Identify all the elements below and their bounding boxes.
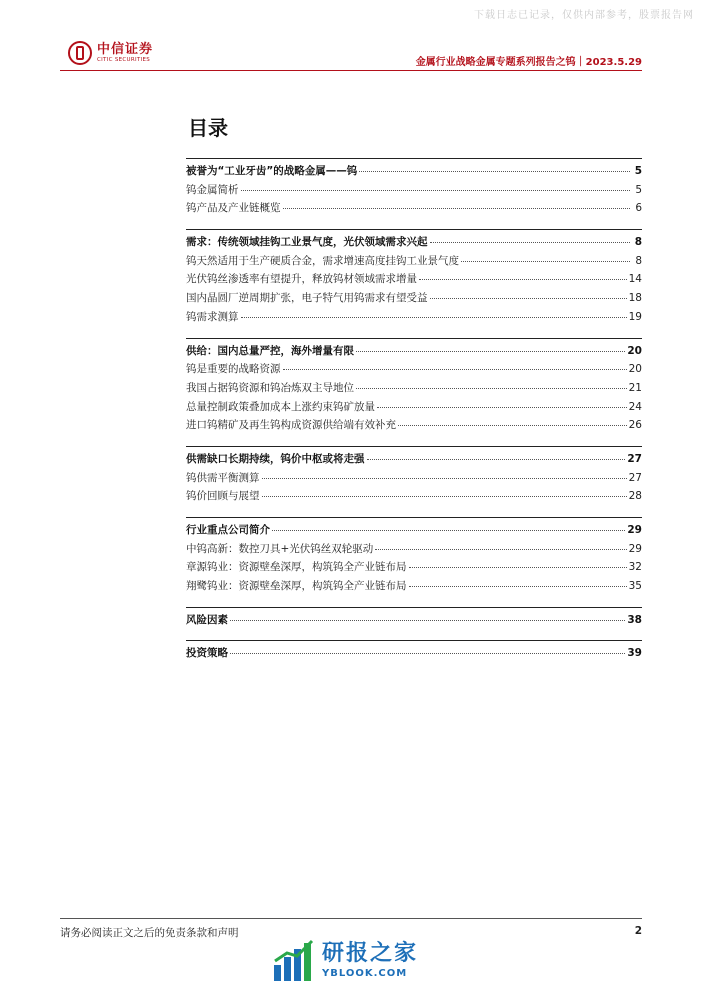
toc-leader-dots bbox=[375, 549, 626, 550]
toc-section bbox=[186, 446, 642, 507]
toc-entry-page: 39 bbox=[627, 647, 642, 660]
toc-entry-page: 28 bbox=[628, 490, 642, 503]
toc-entry-page: 24 bbox=[628, 400, 642, 413]
toc-entry-title: 钨价回顾与展望 bbox=[186, 490, 260, 503]
brand-en-text: YBLOOK.COM bbox=[322, 968, 408, 979]
toc-entry-title: 钨产品及产业链概览 bbox=[186, 202, 281, 215]
toc-entry-page: 29 bbox=[627, 524, 642, 536]
toc-leader-dots bbox=[230, 653, 625, 654]
toc-entry[interactable] bbox=[186, 399, 642, 418]
toc-entry-page: 26 bbox=[628, 419, 642, 432]
toc-leader-dots bbox=[283, 369, 627, 370]
brand-cn-text: 研报之家 bbox=[322, 941, 419, 966]
toc-entry-title: 进口钨精矿及再生钨构成资源供给端有效补充 bbox=[186, 419, 396, 432]
citic-logo-icon bbox=[68, 41, 92, 65]
toc-entry[interactable] bbox=[186, 253, 642, 272]
toc-entry-title: 翔鹭钨业：资源壁垒深厚，构筑钨全产业链布局 bbox=[186, 580, 407, 593]
toc-entry-title: 供给：国内总量严控，海外增量有限 bbox=[186, 344, 354, 357]
toc-section bbox=[186, 517, 642, 597]
toc-entry-title: 投资策略 bbox=[186, 647, 228, 660]
toc-entry-page: 8 bbox=[634, 236, 642, 249]
toc-leader-dots bbox=[356, 388, 627, 389]
toc-entry-title: 钨需求测算 bbox=[186, 310, 239, 323]
toc-leader-dots bbox=[461, 261, 630, 262]
toc-leader-dots bbox=[398, 425, 627, 426]
toc-entry-title: 行业重点公司简介 bbox=[186, 524, 270, 536]
toc-entry-title: 需求：传统领域挂钩工业景气度，光伏领域需求兴起 bbox=[186, 236, 428, 249]
toc-entry-page: 27 bbox=[628, 471, 642, 484]
toc-entry-title: 供需缺口长期持续，钨价中枢或将走强 bbox=[186, 452, 365, 465]
toc-section-heading[interactable] bbox=[186, 451, 642, 470]
toc-entry-page: 20 bbox=[628, 363, 642, 376]
toc-entry-page: 8 bbox=[635, 254, 642, 267]
toc-entry-title: 总量控制政策叠加成本上涨约束钨矿放量 bbox=[186, 400, 375, 413]
toc-entry-page: 5 bbox=[635, 183, 642, 196]
toc-entry-page: 38 bbox=[627, 613, 642, 626]
toc-entry[interactable] bbox=[186, 541, 642, 560]
toc-section bbox=[186, 158, 642, 219]
toc-entry-title: 被誉为“工业牙齿”的战略金属——钨 bbox=[186, 165, 358, 177]
toc-leader-dots bbox=[377, 407, 627, 408]
toc-entry-title: 中钨高新：数控刀具+光伏钨丝双轮驱动 bbox=[186, 542, 374, 555]
toc-leader-dots bbox=[241, 317, 627, 318]
toc-entry[interactable] bbox=[186, 488, 642, 507]
header-divider bbox=[60, 70, 642, 71]
toc-entry[interactable] bbox=[186, 559, 642, 578]
toc-entry[interactable] bbox=[186, 380, 642, 399]
toc-section-heading[interactable] bbox=[186, 234, 642, 253]
toc-leader-dots bbox=[409, 586, 627, 587]
toc-section bbox=[186, 229, 642, 327]
toc-leader-dots bbox=[356, 351, 625, 352]
toc-entry-page: 27 bbox=[627, 452, 642, 465]
toc-entry-page: 6 bbox=[635, 202, 642, 215]
logo-en-text: CITIC SECURITIES bbox=[97, 56, 151, 63]
toc-entry-title: 钨供需平衡测算 bbox=[186, 471, 260, 484]
toc-section bbox=[186, 338, 642, 436]
watermark-text: 下载日志已记录，仅供内部参考，股票报告网 bbox=[474, 10, 694, 21]
toc-entry-page: 5 bbox=[634, 165, 642, 177]
toc-section bbox=[186, 640, 642, 664]
toc-entry-title: 钨金属简析 bbox=[186, 183, 239, 196]
toc-entry-page: 14 bbox=[628, 273, 642, 286]
toc-section-heading[interactable] bbox=[186, 343, 642, 362]
toc-entry-page: 35 bbox=[628, 580, 642, 593]
toc-section-heading[interactable] bbox=[186, 612, 642, 631]
bar-chart-icon bbox=[272, 939, 316, 983]
toc-leader-dots bbox=[430, 242, 631, 243]
citic-logo bbox=[68, 38, 153, 68]
toc-entry[interactable] bbox=[186, 470, 642, 489]
toc-entry[interactable] bbox=[186, 290, 642, 309]
toc-entry-title: 光伏钨丝渗透率有望提升，释放钨材领域需求增量 bbox=[186, 273, 417, 286]
toc-leader-dots bbox=[430, 298, 627, 299]
toc-entry-page: 29 bbox=[628, 542, 642, 555]
toc-leader-dots bbox=[359, 171, 630, 172]
table-of-contents bbox=[186, 158, 642, 674]
toc-entry-title: 钨天然适用于生产硬质合金，需求增速高度挂钩工业景气度 bbox=[186, 254, 459, 267]
toc-leader-dots bbox=[262, 478, 627, 479]
toc-entry-page: 20 bbox=[627, 344, 642, 357]
toc-entry[interactable] bbox=[186, 417, 642, 436]
toc-entry-title: 国内晶圆厂逆周期扩张，电子特气用钨需求有望受益 bbox=[186, 292, 428, 305]
toc-entry-page: 21 bbox=[628, 381, 642, 394]
toc-entry-title: 章源钨业：资源壁垒深厚，构筑钨全产业链布局 bbox=[186, 561, 407, 574]
toc-entry[interactable] bbox=[186, 361, 642, 380]
toc-leader-dots bbox=[241, 190, 631, 191]
page-title: 目录 bbox=[188, 116, 228, 140]
toc-entry-title: 钨是重要的战略资源 bbox=[186, 363, 281, 376]
toc-entry[interactable] bbox=[186, 200, 642, 219]
toc-entry[interactable] bbox=[186, 309, 642, 328]
footer-divider bbox=[60, 918, 642, 919]
toc-entry-page: 32 bbox=[628, 561, 642, 574]
footer-page-number: 2 bbox=[634, 925, 642, 937]
toc-entry[interactable] bbox=[186, 271, 642, 290]
toc-entry-title: 我国占据钨资源和钨冶炼双主导地位 bbox=[186, 381, 354, 394]
footer-disclaimer: 请务必阅读正文之后的免责条款和声明 bbox=[60, 927, 239, 939]
toc-entry-title: 风险因素 bbox=[186, 613, 228, 626]
toc-section-heading[interactable] bbox=[186, 163, 642, 182]
toc-entry-page: 18 bbox=[628, 292, 642, 305]
toc-entry[interactable] bbox=[186, 182, 642, 201]
toc-section-heading[interactable] bbox=[186, 522, 642, 541]
toc-section-heading[interactable] bbox=[186, 645, 642, 664]
toc-entry[interactable] bbox=[186, 578, 642, 597]
toc-leader-dots bbox=[283, 208, 631, 209]
yblook-brand bbox=[272, 939, 418, 983]
toc-leader-dots bbox=[409, 567, 627, 568]
toc-leader-dots bbox=[367, 459, 626, 460]
report-header-title: 金属行业战略金属专题系列报告之钨｜2023.5.29 bbox=[415, 57, 642, 68]
toc-section bbox=[186, 607, 642, 631]
toc-leader-dots bbox=[230, 620, 625, 621]
logo-cn-text: 中信证券 bbox=[97, 41, 154, 57]
toc-entry-page: 19 bbox=[628, 310, 642, 323]
toc-leader-dots bbox=[419, 279, 627, 280]
toc-leader-dots bbox=[262, 496, 627, 497]
toc-leader-dots bbox=[272, 530, 625, 531]
